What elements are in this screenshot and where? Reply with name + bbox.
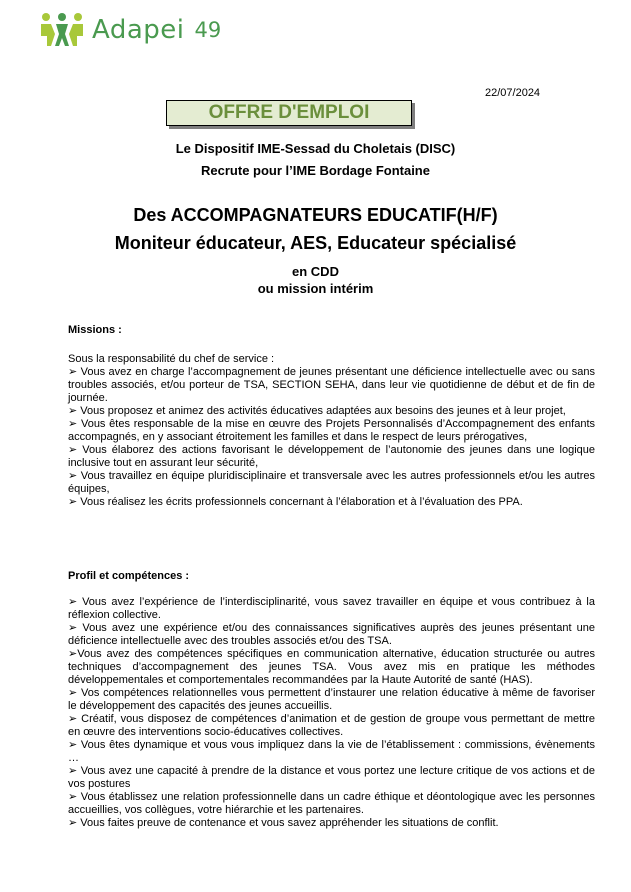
contract-line-1: en CDD bbox=[292, 264, 339, 279]
list-item: ➢ Vous élaborez des actions favorisant le développement de l’autonomie des jeunes dans une logique inclusive tout en assurant leur sécurité, bbox=[68, 444, 596, 469]
arrow-bullet-icon: ➢ bbox=[68, 444, 83, 456]
list-item: ➢ Vous êtes dynamique et vous vous impliquez dans la vie de l’établissement : commissions, évènements … bbox=[68, 739, 595, 764]
list-item: ➢ Vos compétences relationnelles vous permettent d’instaurer une relation éducative à même de favoriser le développement des capacités des jeunes accueillis. bbox=[68, 687, 595, 712]
list-item: ➢Vous avez des compétences spécifiques en communication alternative, éducation structurée ou autres techniques d’accompagnement des jeunes TSA. Vous avez mis en pratique les méthodes développementales et comportementales recommandées par la Haute Autorité de santé (HAS). bbox=[68, 648, 595, 686]
logo-number: 49 bbox=[194, 18, 222, 42]
arrow-bullet-icon: ➢ bbox=[68, 687, 82, 699]
profile-heading: Profil et compétences : bbox=[68, 570, 190, 582]
intro-line-2: Recrute pour l’IME Bordage Fontaine bbox=[201, 163, 430, 178]
arrow-bullet-icon: ➢ bbox=[68, 405, 81, 417]
arrow-bullet-icon: ➢ bbox=[68, 622, 83, 634]
job-title-2: Moniteur éducateur, AES, Educateur spécialisé bbox=[114, 233, 517, 253]
adapei-logo bbox=[38, 12, 221, 48]
list-item: ➢ Vous faites preuve de contenance et vous savez appréhender les situations de conflit. bbox=[68, 817, 499, 829]
list-item: ➢ Créatif, vous disposez de compétences d’animation et de gestion de groupe vous permettant de mettre en œuvre des interventions socio-éducatives collectives. bbox=[68, 713, 595, 738]
adapei-figures-icon bbox=[38, 12, 86, 48]
arrow-bullet-icon: ➢ bbox=[68, 596, 83, 608]
job-title-1: Des ACCOMPAGNATEURS EDUCATIF(H/F) bbox=[133, 205, 498, 225]
arrow-bullet-icon: ➢ bbox=[68, 765, 81, 777]
arrow-bullet-icon: ➢ bbox=[68, 739, 81, 751]
missions-list bbox=[68, 353, 595, 509]
list-item: ➢ Vous travaillez en équipe pluridisciplinaire et transversale avec les autres professionnels et/ou les autres équipes, bbox=[68, 470, 595, 495]
arrow-bullet-icon: ➢ bbox=[68, 713, 82, 725]
list-item: ➢ Vous avez une expérience et/ou des connaissances significatives auprès des jeunes présentant une déficience intellectuelle avec des troubles associés et/ou des TSA. bbox=[68, 622, 595, 647]
list-item: ➢ Vous êtes responsable de la mise en œuvre des Projets Personnalisés d’Accompagnement des enfants accompagnés, en y associant étroitement les familles et dans le respect de leurs prérogatives, bbox=[68, 418, 595, 443]
arrow-bullet-icon: ➢ bbox=[68, 817, 81, 829]
arrow-bullet-icon: ➢ bbox=[68, 791, 81, 803]
list-item: ➢ Vous réalisez les écrits professionnels concernant à l’élaboration et à l’évaluation des PPA. bbox=[68, 496, 523, 508]
list-item: ➢ Vous avez l’expérience de l’interdisciplinarité, vous savez travailler en équipe et vous contribuez à la réflexion collective. bbox=[68, 596, 595, 621]
offer-banner: OFFRE D'EMPLOI bbox=[166, 100, 412, 126]
arrow-bullet-icon: ➢ bbox=[68, 470, 81, 482]
list-item: ➢ Vous proposez et animez des activités éducatives adaptées aux besoins des jeunes et à leur projet, bbox=[68, 405, 566, 417]
list-item: ➢ Vous avez en charge l’accompagnement de jeunes présentant une déficience intellectuelle avec ou sans troubles associés, et/ou porteur de TSA, SECTION SEHA, dans leur vie quotidienne de début et de fin de journée. bbox=[68, 366, 595, 404]
arrow-bullet-icon: ➢ bbox=[68, 366, 81, 378]
missions-intro: Sous la responsabilité du chef de service : bbox=[68, 353, 275, 365]
arrow-bullet-icon: ➢ bbox=[68, 496, 81, 508]
missions-heading: Missions : bbox=[68, 324, 122, 336]
arrow-bullet-icon: ➢ bbox=[68, 418, 81, 430]
intro-line-1: Le Dispositif IME-Sessad du Choletais (DISC) bbox=[175, 141, 456, 156]
list-item: ➢ Vous avez une capacité à prendre de la distance et vous portez une lecture critique de vos actions et de vos postures bbox=[68, 765, 595, 790]
contract-line-2: ou mission intérim bbox=[257, 281, 374, 296]
arrow-bullet-icon: ➢ bbox=[68, 648, 78, 660]
document-date: 22/07/2024 bbox=[485, 87, 541, 99]
list-item: ➢ Vous établissez une relation professionnelle dans un cadre éthique et déontologique avec les personnes accueillies, vos collègues, votre hiérarchie et les partenaires. bbox=[68, 791, 596, 816]
logo-text: Adapei bbox=[92, 15, 185, 45]
profile-list bbox=[68, 596, 595, 830]
